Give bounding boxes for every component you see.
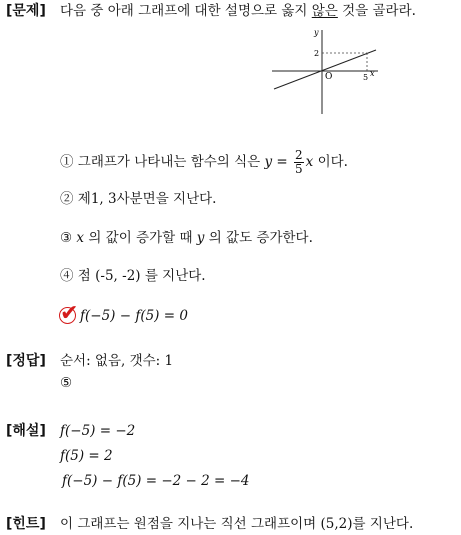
- explanation-line-1: f(−5) = −2: [60, 423, 136, 439]
- hint-text: 이 그래프는 원점을 지나는 직선 그래프이며 (5,2)를 지난다.: [60, 516, 414, 532]
- option-3-var-x: x: [76, 230, 85, 246]
- option-3[interactable]: [60, 229, 313, 247]
- y-axis-label: y: [314, 28, 319, 37]
- option-4[interactable]: [60, 267, 206, 285]
- option-2-text: 제1, 3사분면을 지난다.: [77, 191, 217, 207]
- option-1-marker: ①: [60, 154, 74, 170]
- question-text: [60, 2, 416, 20]
- option-3-text-end: 의 값도 증가한다.: [204, 230, 313, 246]
- hint-tag: [힌트]: [6, 516, 46, 532]
- question-text-after: 것을 골라라.: [337, 3, 416, 19]
- origin-label: O: [325, 72, 333, 82]
- x-axis-label: x: [370, 69, 375, 78]
- answer-line-2: ⑤: [60, 375, 73, 391]
- option-3-text-mid: 의 값이 증가할 때: [84, 230, 197, 246]
- tick-x-label: 5: [363, 73, 369, 82]
- option-2-marker: ②: [60, 191, 74, 207]
- option-1-text: 그래프가 나타내는 함수의 식은: [77, 154, 265, 170]
- option-3-marker: ③: [60, 230, 73, 246]
- question-tag: [문제]: [6, 3, 46, 19]
- explanation-tag: [해설]: [6, 423, 46, 439]
- explanation-line-3: f(−5) − f(5) = −2 − 2 = −4: [62, 473, 250, 489]
- graph-line: [274, 50, 376, 89]
- question-text-underlined: 않은: [311, 3, 338, 19]
- function-graph: [270, 26, 380, 118]
- option-4-marker: ④: [60, 268, 74, 284]
- check-mark-icon: ✔: [60, 301, 79, 326]
- tick-y-label: 2: [314, 49, 320, 58]
- option-1[interactable]: [60, 149, 348, 176]
- option-1-suffix: 이다.: [313, 154, 348, 170]
- option-5-expr: f(−5) − f(5) = 0: [80, 308, 188, 324]
- option-2[interactable]: [60, 190, 216, 208]
- answer-tag: [정답]: [6, 353, 46, 369]
- answer-line-1: 순서: 없음, 갯수: 1: [60, 353, 174, 369]
- option-1-eq-var: x: [305, 154, 314, 170]
- option-4-text: 점 (-5, -2) 를 지난다.: [77, 268, 206, 284]
- option-1-eq-lhs: y =: [264, 154, 288, 170]
- option-1-fraction: [294, 149, 304, 176]
- fraction-denominator: 5: [295, 162, 303, 176]
- fraction-numerator: 2: [295, 148, 303, 162]
- option-5[interactable]: [80, 307, 188, 325]
- question-text-before: 다음 중 아래 그래프에 대한 설명으로 옳지: [60, 3, 312, 19]
- option-3-var-y: y: [196, 230, 205, 246]
- explanation-line-2: f(5) = 2: [60, 448, 113, 464]
